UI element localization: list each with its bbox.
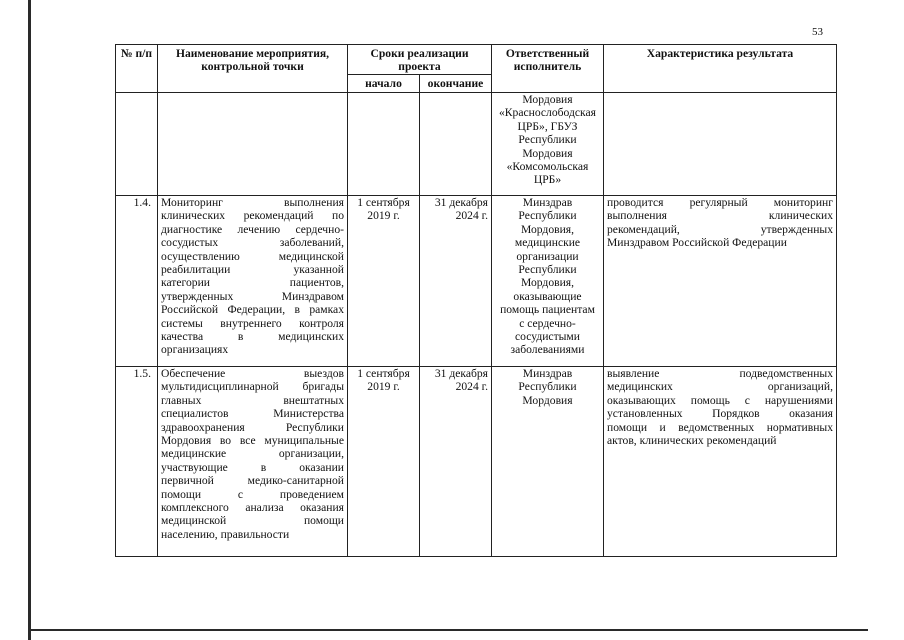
- executor-line: Республики: [518, 263, 577, 277]
- result-line: медицинских организаций,: [607, 380, 833, 394]
- row-executor: [492, 196, 604, 367]
- result-line: выявление подведомственных: [607, 367, 833, 380]
- executor-line: оказывающие: [513, 289, 582, 303]
- executor-line: медицинские: [514, 236, 581, 250]
- name-line: реабилитации указанной: [161, 263, 344, 277]
- row-start: 1 сентября 2019 г.: [348, 367, 420, 557]
- row-result: [604, 367, 837, 557]
- header-start: начало: [348, 75, 420, 93]
- executor-line: Минздрав: [522, 196, 573, 209]
- name-line: организациях: [161, 343, 229, 357]
- name-line: Обеспечение выездов: [161, 367, 344, 380]
- row-number: [116, 93, 158, 196]
- executor-line: организации: [516, 249, 579, 263]
- executor-line: заболеваниями: [510, 343, 585, 357]
- scan-edge-left: [28, 0, 31, 640]
- row-number: 1.4.: [116, 196, 158, 367]
- result-line: актов, клинических рекомендаций: [607, 434, 777, 448]
- name-line: Мониторинг выполнения: [161, 196, 344, 209]
- executor-line: Республики: [518, 380, 577, 394]
- name-line: утвержденных Минздравом: [161, 289, 344, 303]
- name-line: диагностике лечению сердечно-: [161, 222, 344, 236]
- row-name: [158, 196, 348, 367]
- executor-line: с сердечно-: [519, 316, 576, 330]
- name-line: помощи с проведением: [161, 487, 344, 501]
- name-line: специалистов Министерства: [161, 407, 344, 421]
- executor-line: Мордовия: [522, 146, 573, 160]
- executor-line: Республики: [518, 133, 577, 147]
- table-row: [116, 93, 837, 196]
- name-line: участвующие в оказании: [161, 460, 344, 474]
- name-line: комплексного анализа оказания: [161, 501, 344, 515]
- row-name: [158, 93, 348, 196]
- row-end: 31 декабря 2024 г.: [420, 196, 492, 367]
- name-line: первичной медико-санитарной: [161, 474, 344, 488]
- executor-line: Мордовия: [522, 93, 573, 106]
- name-line: качества в медицинских: [161, 330, 344, 344]
- result-line: помощи и ведомственных нормативных: [607, 420, 833, 434]
- name-line: населению, правильности: [161, 527, 290, 541]
- name-line: медицинские организации,: [161, 447, 344, 461]
- executor-line: Минздрав: [522, 367, 573, 380]
- executor-line: сосудистыми: [515, 330, 580, 344]
- row-number: 1.5.: [116, 367, 158, 557]
- executor-line: Республики: [518, 209, 577, 223]
- executor-line: ЦРБ», ГБУЗ: [517, 119, 578, 133]
- name-line: главных внештатных: [161, 393, 344, 407]
- result-line: рекомендаций, утвержденных: [607, 222, 833, 236]
- executor-line: Мордовия,: [520, 222, 575, 236]
- row-result: [604, 93, 837, 196]
- result-line: оказывающих помощь с нарушениями: [607, 393, 833, 407]
- table-row: [116, 367, 837, 557]
- name-line: системы внутреннего контроля: [161, 316, 344, 330]
- name-line: Российской Федерации, в рамках: [161, 303, 344, 317]
- executor-line: Мордовия: [522, 393, 573, 407]
- header-end: окончание: [420, 75, 492, 93]
- row-start: 1 сентября 2019 г.: [348, 196, 420, 367]
- scan-edge-bottom: [28, 629, 868, 631]
- executor-line: помощь пациентам: [500, 303, 595, 317]
- name-line: категории пациентов,: [161, 276, 344, 290]
- row-end: 31 декабря 2024 г.: [420, 367, 492, 557]
- name-line: Мордовия во все муниципальные: [161, 434, 344, 448]
- name-line: мультидисциплинарной бригады: [161, 380, 344, 394]
- result-line: установленных Порядков оказания: [607, 407, 833, 421]
- header-executor: Ответственный исполнитель: [492, 45, 604, 93]
- executor-line: «Краснослободская: [499, 106, 596, 120]
- name-line: здравоохранения Республики: [161, 420, 344, 434]
- row-result: [604, 196, 837, 367]
- row-name: [158, 367, 348, 557]
- result-line: проводится регулярный мониторинг: [607, 196, 833, 209]
- executor-line: «Комсомольская: [506, 160, 589, 174]
- row-executor: [492, 367, 604, 557]
- header-period: Сроки реализации проекта: [348, 45, 492, 75]
- header-name: Наименование мероприятия, контрольной точки: [158, 45, 348, 93]
- table-row: [116, 196, 837, 367]
- row-executor: [492, 93, 604, 196]
- name-line: сосудистых заболеваний,: [161, 236, 344, 250]
- row-end: [420, 93, 492, 196]
- page-number: 53: [812, 26, 823, 38]
- plan-table: [115, 44, 837, 557]
- header-num: № п/п: [116, 45, 158, 93]
- header-result: Характеристика результата: [604, 45, 837, 93]
- result-line: выполнения клинических: [607, 209, 833, 223]
- executor-line: Мордовия,: [520, 276, 575, 290]
- name-line: осуществлению медицинской: [161, 249, 344, 263]
- result-line: Минздравом Российской Федерации: [607, 236, 787, 250]
- name-line: медицинской помощи: [161, 514, 344, 528]
- executor-line: ЦРБ»: [533, 173, 562, 187]
- name-line: клинических рекомендаций по: [161, 209, 344, 223]
- row-start: [348, 93, 420, 196]
- table-header-row: [116, 45, 837, 75]
